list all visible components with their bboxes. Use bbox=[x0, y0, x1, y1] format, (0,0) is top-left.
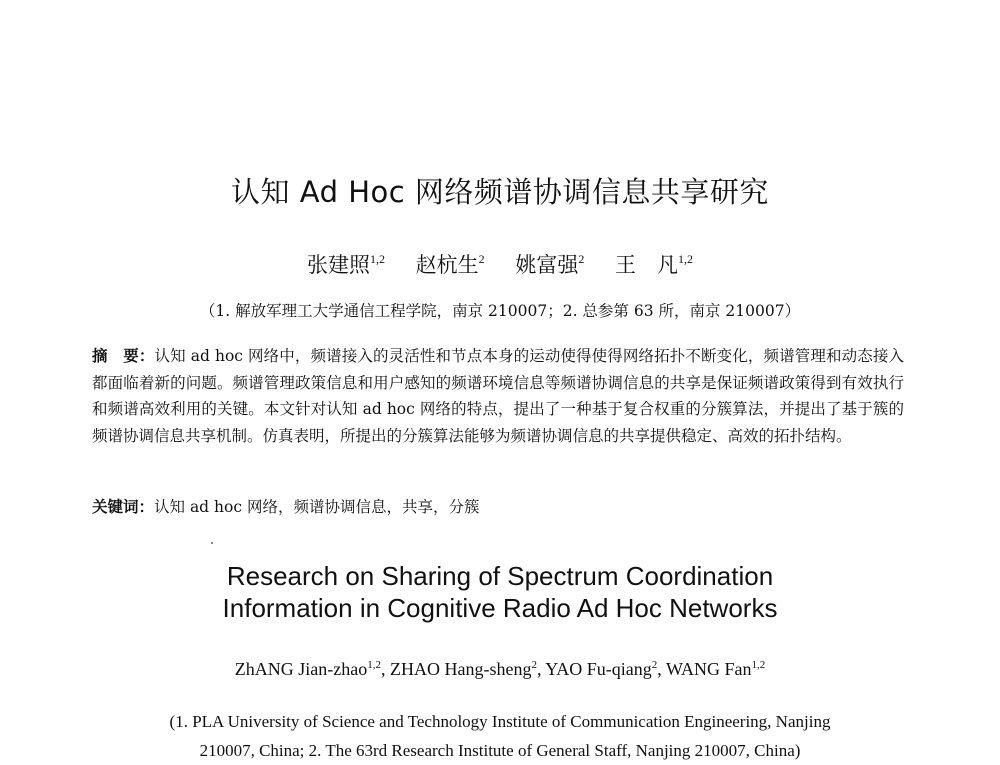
abstract-text: 认知 ad hoc 网络中，频谱接入的灵活性和节点本身的运动使得使得网络拓扑不断变化，频谱管理和动态接入都面临着新的问题。频谱管理政策信息和用户感知的频谱环境信息等频谱协调信息的共享是保证频谱政策得到有效执行和频谱高效利用的关键。本文针对认知 ad hoc 网络的特点，提出了一种基于复合权重的分簇算法，并提出了基于簇的频谱协调信息共享机制。仿真表明，所提出的分簇算法能够为频谱协调信息的共享提供稳定、高效的拓扑结构。 bbox=[92, 347, 904, 445]
chinese-author-list bbox=[0, 249, 1000, 279]
chinese-abstract bbox=[92, 343, 904, 449]
english-title-line: Research on Sharing of Spectrum Coordination bbox=[226, 561, 774, 591]
english-author: ZHAO Hang-sheng$^2$, bbox=[389, 659, 546, 679]
keywords-label: 关键词： bbox=[92, 498, 155, 516]
english-author: ZhANG Jian-zhao$^{1,2}$, bbox=[234, 659, 390, 679]
english-affiliation bbox=[0, 707, 1000, 765]
english-author-list bbox=[0, 659, 1000, 680]
english-affiliation-line: (1. PLA University of Science and Technology Institute of Communication Engineering, Nanjing bbox=[169, 712, 831, 731]
chinese-author: 张建照$^{1,2}$ bbox=[306, 252, 385, 277]
chinese-author: 赵杭生$^2$ bbox=[415, 252, 485, 277]
english-author: YAO Fu-qiang$^2$, bbox=[545, 659, 666, 679]
english-author: WANG Fan$^{1,2}$ bbox=[665, 659, 766, 679]
chinese-keywords bbox=[92, 494, 904, 520]
english-title-line: Information in Cognitive Radio Ad Hoc Networks bbox=[222, 593, 778, 623]
keywords-text: 认知 ad hoc 网络，频谱协调信息，共享，分簇 bbox=[154, 498, 480, 516]
chinese-author: 姚富强$^2$ bbox=[515, 252, 585, 277]
chinese-title: 认知 Ad Hoc 网络频谱协调信息共享研究 bbox=[231, 175, 769, 209]
abstract-label: 摘 要： bbox=[92, 347, 155, 365]
scan-speck bbox=[211, 542, 213, 544]
chinese-author: 王 凡$^{1,2}$ bbox=[615, 252, 694, 277]
english-affiliation-line: 210007, China; 2. The 63rd Research Institute of General Staff, Nanjing 210007, China) bbox=[199, 741, 801, 760]
english-title bbox=[0, 560, 1000, 624]
chinese-affiliation: （1. 解放军理工大学通信工程学院，南京 210007；2. 总参第 63 所，南京 210007） bbox=[199, 302, 801, 320]
